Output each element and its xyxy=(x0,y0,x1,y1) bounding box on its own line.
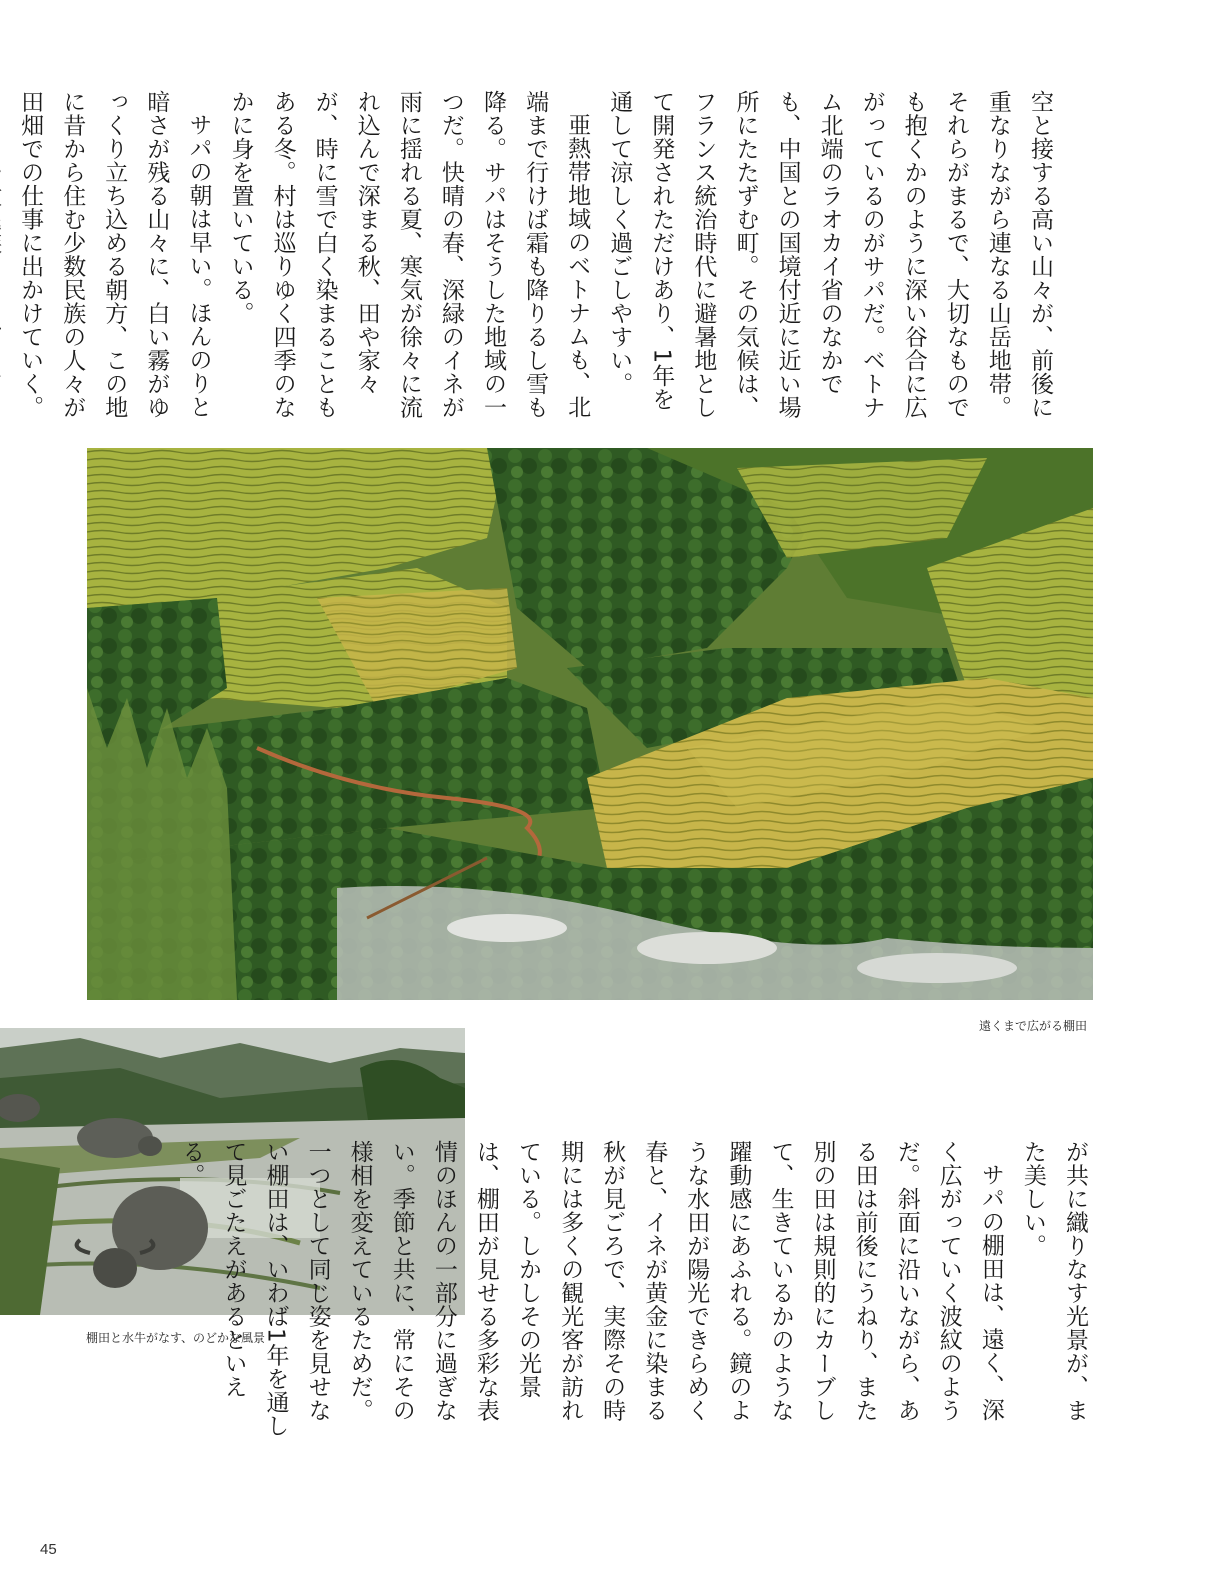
paragraph-continuation: が共に織りなす光景が、また美しい。 xyxy=(1019,1140,1088,1422)
page-number: 45 xyxy=(40,1541,57,1558)
article-bottom-text xyxy=(170,1140,1096,1440)
terraced-fields-photo xyxy=(87,448,1093,1000)
paragraph-intro: 空と接する高い山々が、前後に重なりながら連なる山岳地帯。それらがまるで、大切なものでも抱くかのように深い谷合に広がっているのがサパだ。ベトナム北端のラオカイ省のなかでも、中国との国境付近に近い場所にたたずむ町。その気候は、フランス統治時代に避暑地として開発されただけあり、1年を通して涼しく過ごしやすい。 xyxy=(606,90,1053,419)
paragraph-climate: 亜熱帯地域のベトナムも、北端まで行けば霜も降りるし雪も降る。サパはそうした地域の一つだ。快晴の春、深緑のイネが雨に揺れる夏、寒気が徐々に流れ込んで深まる秋、田や家々が、時に雪で白く染まることもある冬。村は巡りゆく四季のなかに身を置いている。 xyxy=(227,90,591,419)
paragraph-morning: サパの朝は早い。ほんのりと暗さが残る山々に、白い霧がゆっくり立ち込める朝方、この地に昔から住む少数民族の人々が田畑での仕事に出かけていく。 xyxy=(17,90,212,419)
small-photo-caption: 棚田と水牛がなす、のどかな風景 xyxy=(86,1331,266,1345)
article-top-text xyxy=(0,90,1061,420)
main-photo-caption: 遠くまで広がる棚田 xyxy=(978,1019,1087,1033)
paragraph-terraces: サパの棚田は、遠く、深く広がっていく波紋のようだ。斜面に沿いながら、ある田は前後にうねり、また別の田は規則的にカーブして、生きているかのような躍動感にあふれる。鏡のような水田が陽光できらめく春と、イネが黄金に染まる秋が見ごろで、実際その時期には多くの観光客が訪れている。しかしその光景は、棚田が見せる多彩な表情のほんの一部分に過ぎない。季節と共に、常にその様相を変えているためだ。一つとして同じ姿を見せない棚田は、いわば1年を通して見ごたえがあるといえる。 xyxy=(178,1140,1004,1438)
